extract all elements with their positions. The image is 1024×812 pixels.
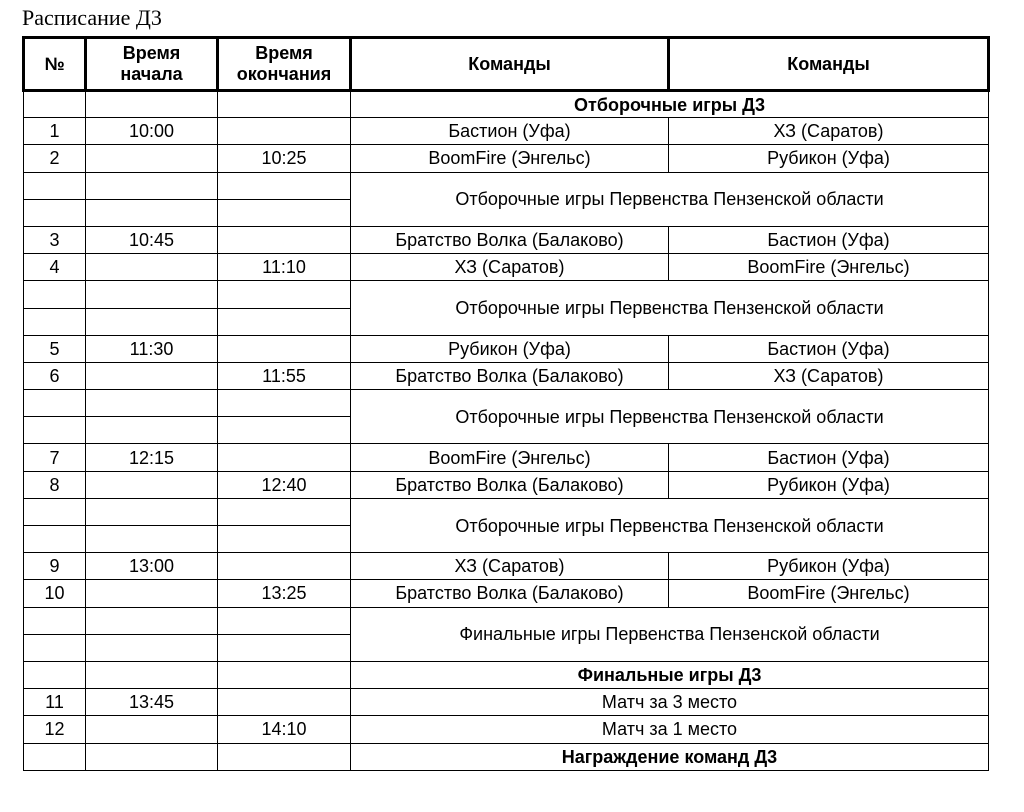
game-start	[86, 254, 218, 281]
game-team2: Рубикон (Уфа)	[669, 553, 989, 580]
game-team2: BoomFire (Энгельс)	[669, 254, 989, 281]
game-team2: ХЗ (Саратов)	[669, 362, 989, 389]
final-break-label: Финальные игры Первенства Пензенской области	[351, 607, 989, 661]
game-end: 10:25	[218, 145, 351, 172]
game-team2: Бастион (Уфа)	[669, 226, 989, 253]
game-team1: ХЗ (Саратов)	[351, 254, 669, 281]
game-end: 14:10	[218, 716, 351, 743]
game-team1: Братство Волка (Балаково)	[351, 226, 669, 253]
game-num: 11	[24, 689, 86, 716]
game-end: 13:25	[218, 580, 351, 607]
table-row	[24, 553, 989, 580]
game-num: 3	[24, 226, 86, 253]
section-row	[24, 91, 989, 118]
game-team1: ХЗ (Саратов)	[351, 553, 669, 580]
break-label: Отборочные игры Первенства Пензенской области	[351, 172, 989, 226]
game-num: 8	[24, 471, 86, 498]
header-teams-1: Команды	[351, 38, 669, 91]
table-row	[24, 471, 989, 498]
game-team1: Братство Волка (Балаково)	[351, 362, 669, 389]
game-team1: Рубикон (Уфа)	[351, 335, 669, 362]
game-start	[86, 145, 218, 172]
game-team1: BoomFire (Энгельс)	[351, 145, 669, 172]
game-team1: Бастион (Уфа)	[351, 118, 669, 145]
final-match: Матч за 3 место	[351, 689, 989, 716]
page-title: Расписание Д3	[22, 5, 162, 30]
game-start: 13:45	[86, 689, 218, 716]
header-end-time: Время окончания	[218, 38, 351, 91]
table-row	[24, 444, 989, 471]
game-num: 7	[24, 444, 86, 471]
table-row	[24, 226, 989, 253]
game-team2: Рубикон (Уфа)	[669, 471, 989, 498]
game-team2: Бастион (Уфа)	[669, 444, 989, 471]
section-awards: Награждение команд Д3	[351, 743, 989, 770]
game-start: 12:15	[86, 444, 218, 471]
table-row	[24, 689, 989, 716]
game-num: 5	[24, 335, 86, 362]
game-num: 10	[24, 580, 86, 607]
game-num: 6	[24, 362, 86, 389]
game-team1: BoomFire (Энгельс)	[351, 444, 669, 471]
table-row	[24, 254, 989, 281]
game-team2: ХЗ (Саратов)	[669, 118, 989, 145]
section-row	[24, 661, 989, 688]
table-row	[24, 716, 989, 743]
game-num: 9	[24, 553, 86, 580]
game-start: 10:45	[86, 226, 218, 253]
game-start	[86, 580, 218, 607]
header-row	[24, 38, 989, 91]
game-end: 12:40	[218, 471, 351, 498]
game-team1: Братство Волка (Балаково)	[351, 471, 669, 498]
header-teams-2: Команды	[669, 38, 989, 91]
break-row	[24, 607, 989, 634]
header-start-time: Время начала	[86, 38, 218, 91]
game-num: 1	[24, 118, 86, 145]
game-end	[218, 118, 351, 145]
break-row	[24, 281, 989, 308]
game-end: 11:55	[218, 362, 351, 389]
game-team2: Бастион (Уфа)	[669, 335, 989, 362]
game-num: 12	[24, 716, 86, 743]
table-row	[24, 580, 989, 607]
game-end	[218, 335, 351, 362]
table-row	[24, 118, 989, 145]
game-start: 10:00	[86, 118, 218, 145]
break-label: Отборочные игры Первенства Пензенской области	[351, 498, 989, 552]
game-start: 13:00	[86, 553, 218, 580]
header-num: №	[24, 38, 86, 91]
section-row	[24, 743, 989, 770]
break-row	[24, 390, 989, 417]
break-label: Отборочные игры Первенства Пензенской области	[351, 281, 989, 335]
game-num: 2	[24, 145, 86, 172]
final-match: Матч за 1 место	[351, 716, 989, 743]
game-team1: Братство Волка (Балаково)	[351, 580, 669, 607]
game-end	[218, 689, 351, 716]
section-qualifying: Отборочные игры Д3	[351, 91, 989, 118]
table-row	[24, 145, 989, 172]
game-start	[86, 716, 218, 743]
game-end	[218, 226, 351, 253]
game-num: 4	[24, 254, 86, 281]
game-start	[86, 471, 218, 498]
game-team2: Рубикон (Уфа)	[669, 145, 989, 172]
break-row	[24, 172, 989, 199]
table-row	[24, 335, 989, 362]
break-row	[24, 498, 989, 525]
game-team2: BoomFire (Энгельс)	[669, 580, 989, 607]
game-start	[86, 362, 218, 389]
game-start: 11:30	[86, 335, 218, 362]
game-end: 11:10	[218, 254, 351, 281]
schedule-table	[22, 36, 990, 771]
section-finals: Финальные игры Д3	[351, 661, 989, 688]
game-end	[218, 444, 351, 471]
table-row	[24, 362, 989, 389]
game-end	[218, 553, 351, 580]
break-label: Отборочные игры Первенства Пензенской области	[351, 390, 989, 444]
